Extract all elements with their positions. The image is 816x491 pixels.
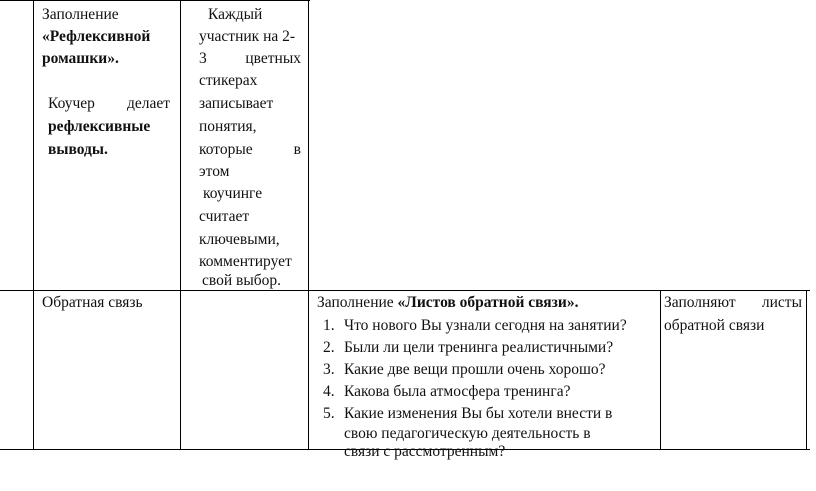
activity-text: Заполнение — [42, 6, 119, 23]
feedback-heading: Заполнение «Листов обратной связи». — [317, 294, 579, 311]
list-item-continuation: связи с рассмотренным? — [344, 443, 506, 460]
list-item: 3. Какие две вещи прошли очень хорошо? — [323, 361, 606, 378]
coach-bold-text: рефлексивные — [48, 118, 151, 135]
description-line: стикерах — [199, 72, 258, 89]
table-line-right — [806, 290, 807, 450]
feedback-heading-bold: «Листов обратной связи». — [397, 294, 579, 311]
coach-text: делает — [126, 95, 170, 112]
feedback-stage-label: Обратная связь — [42, 294, 143, 311]
coach-bold-text: выводы. — [48, 141, 108, 158]
description-word: цветных — [245, 50, 301, 67]
table-line-top — [0, 0, 310, 1]
table-line-col-c — [308, 0, 309, 450]
description-line: этом — [199, 163, 230, 180]
list-item-continuation: свою педагогическую деятельность в — [344, 425, 591, 442]
list-item: 2. Были ли цели тренинга реалистичными? — [323, 339, 614, 356]
description-word: в — [293, 141, 301, 158]
coach-text: Коучер — [48, 95, 95, 112]
description-line: коучинге — [203, 185, 263, 202]
description-line: ключевыми, — [199, 231, 280, 248]
description-line: участник на 2- — [199, 28, 296, 45]
description-word: 3 — [199, 50, 207, 67]
participants-word: листы — [761, 294, 802, 311]
description-line: считает — [199, 208, 250, 225]
list-item: 5. Какие изменения Вы бы хотели внести в — [323, 405, 613, 422]
table-line-col-b — [180, 0, 181, 450]
description-line: Каждый — [208, 6, 263, 23]
description-word: которые — [199, 141, 253, 158]
list-item: 1. Что нового Вы узнали сегодня на занятии? — [323, 317, 627, 334]
list-item: 4. Какова была атмосфера тренинга? — [323, 383, 571, 400]
participants-word: Заполняют — [664, 294, 736, 311]
description-line: записывает — [199, 95, 274, 112]
activity-title-bold: «Рефлексивной — [42, 28, 151, 45]
description-line: понятия, — [199, 118, 257, 135]
participants-line: обратной связи — [664, 317, 765, 334]
description-line: свой выбор. — [202, 272, 282, 289]
table-line-col-a — [33, 0, 34, 450]
description-line: комментирует — [199, 253, 292, 270]
activity-title-bold: ромашки». — [42, 50, 119, 67]
table-line-col-d — [660, 290, 661, 450]
